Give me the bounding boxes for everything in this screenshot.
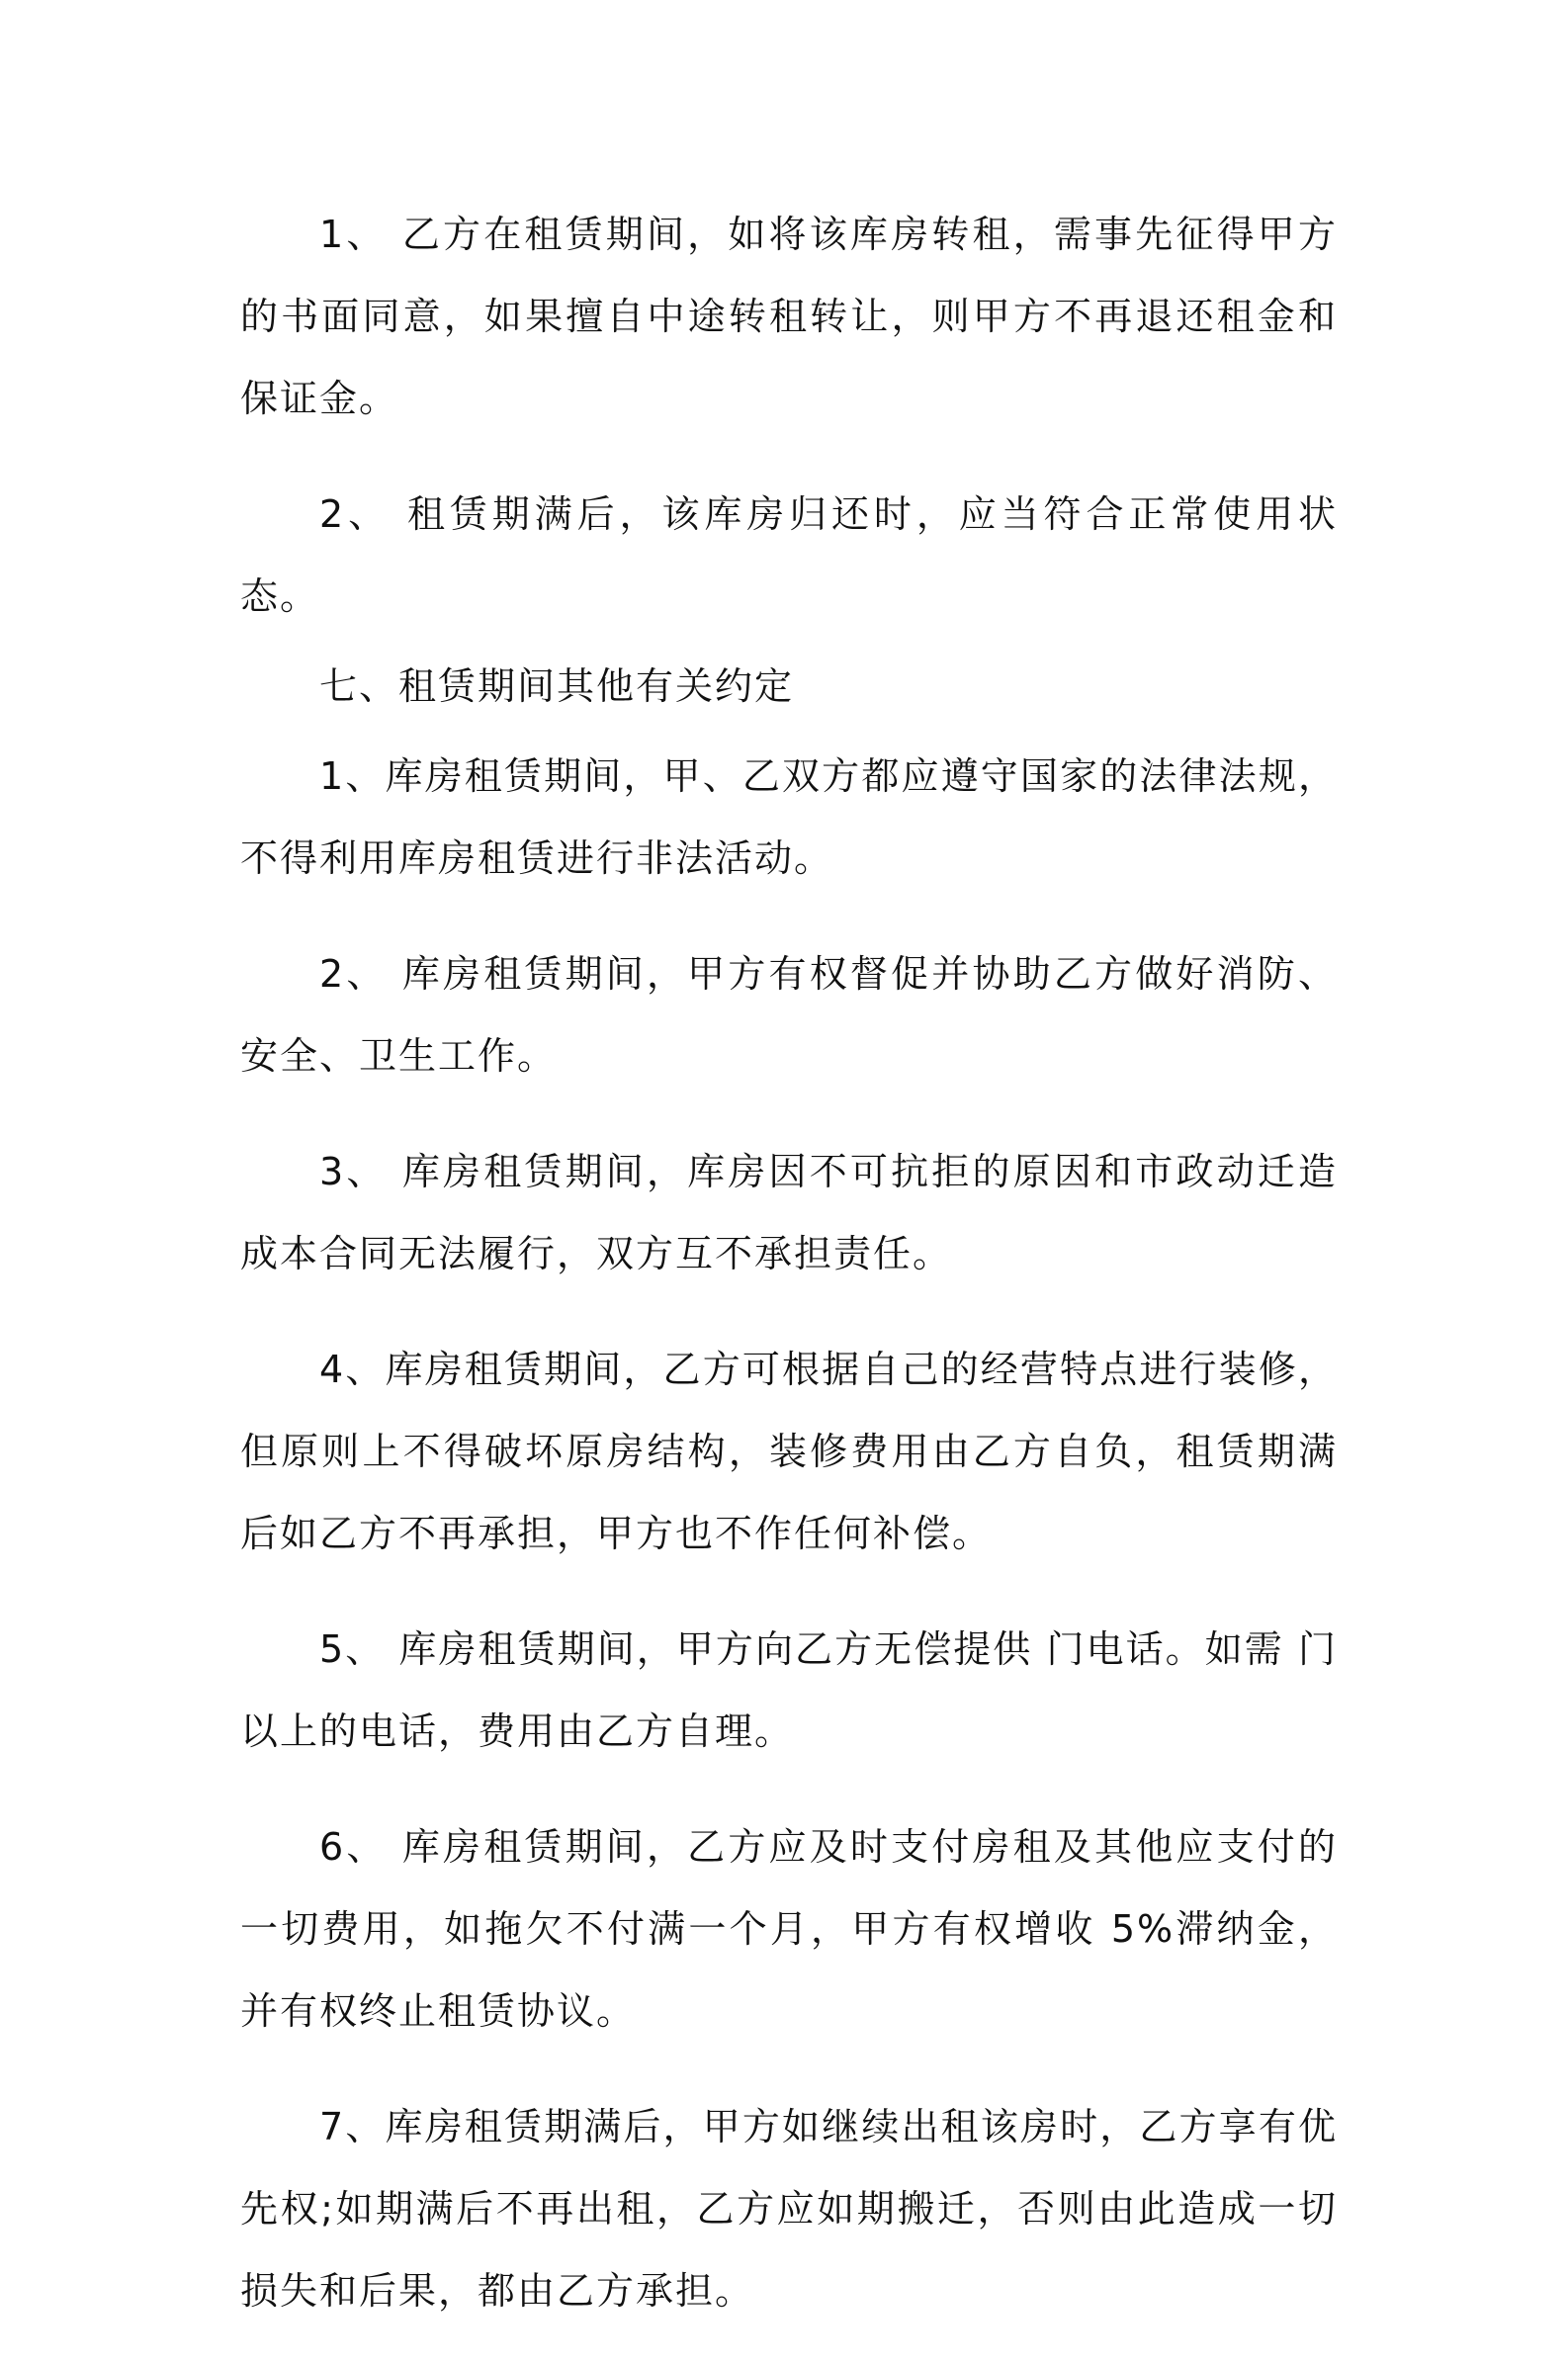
clause-priority-renewal: 7、库房租赁期满后，甲方如继续出租该房时，乙方享有优先权;如期满后不再出租，乙方应如期搬迁，否则由此造成一切损失和后果，都由乙方承担。 bbox=[240, 2105, 1338, 2313]
clause-sublet: 1、 乙方在租赁期间，如将该库房转租，需事先征得甲方的书面同意，如果擅自中途转租转让，则甲方不再退还租金和保证金。 bbox=[240, 213, 1338, 420]
clause-payment: 6、 库房租赁期间，乙方应及时支付房租及其他应支付的一切费用，如拖欠不付满一个月，甲方有权增收 5%滞纳金，并有权终止租赁协议。 bbox=[240, 1825, 1338, 2033]
clause-renovation: 4、库房租赁期间，乙方可根据自己的经营特点进行装修，但原则上不得破坏原房结构，装修费用由乙方自负，租赁期满后如乙方不再承担，甲方也不作任何补偿。 bbox=[240, 1348, 1338, 1555]
clause-force-majeure: 3、 库房租赁期间，库房因不可抗拒的原因和市政动迁造成本合同无法履行，双方互不承担责任。 bbox=[240, 1150, 1338, 1275]
clause-telephone: 5、 库房租赁期间，甲方向乙方无偿提供 门电话。如需 门以上的电话，费用由乙方自理。 bbox=[240, 1627, 1338, 1753]
clause-return-condition: 2、 租赁期满后，该库房归还时，应当符合正常使用状态。 bbox=[240, 492, 1338, 618]
clause-safety-supervision: 2、 库房租赁期间，甲方有权督促并协助乙方做好消防、安全、卫生工作。 bbox=[240, 952, 1338, 1078]
document-page bbox=[240, 194, 1338, 2366]
clause-legal-compliance: 1、库房租赁期间，甲、乙双方都应遵守国家的法律法规，不得利用库房租赁进行非法活动。 bbox=[240, 754, 1338, 880]
section-heading-other-agreements: 七、租赁期间其他有关约定 bbox=[319, 664, 795, 708]
